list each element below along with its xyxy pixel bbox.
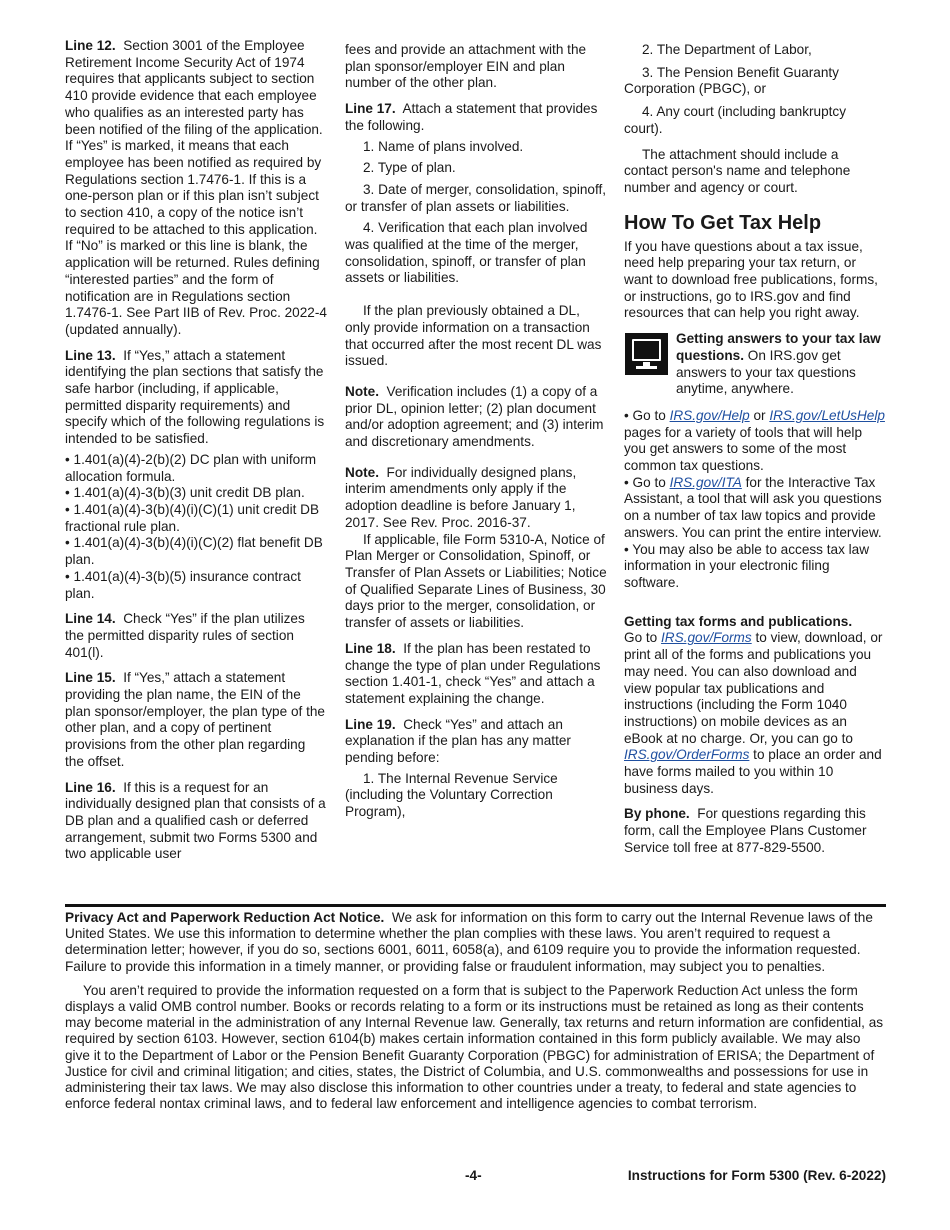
tax-forms-paragraph — [624, 614, 886, 798]
form-5310a-paragraph: If applicable, file Form 5310-A, Notice of Plan Merger or Consolidation, Spinoff, or Transfer of Plan Assets or Liabilities; Notice of Qualified Separate Lines of Business, 30 days prior to the merger, consolidation, or transfer of assets or liabilities. — [345, 531, 607, 631]
tax-forms-head: Getting tax forms and publications. — [624, 613, 853, 629]
bullet-text: • Go to — [624, 407, 666, 423]
note-verification — [345, 384, 607, 451]
list-item: 3. The Pension Benefit Guaranty Corporation (PBGC), or — [624, 64, 839, 97]
help-bullet-1 — [624, 408, 886, 475]
irs-forms-link[interactable]: IRS.gov/Forms — [661, 630, 752, 646]
list-item: • 1.401(a)(4)-3(b)(4)(i)(C)(1) unit credit DB fractional rule plan. — [65, 501, 320, 534]
irs-help-link[interactable]: IRS.gov/Help — [669, 407, 750, 423]
line-12-text: Section 3001 of the Employee Retirement Income Security Act of 1974 requires that applicants subject to section 410 provide evidence that each employee who qualifies as an interested party has been notified of the filing of the application. If “Yes” is marked, it means that each employee has been notified as required by Regulations section 1.7476-1. If this is a one-person plan or if this plan isn’t subject to section 410, a copy of the notice isn’t required to be attached to this application. If “No” is marked or this line is blank, the application will be returned. Rules defining “interested parties” and the form of notification are in Regulations section 1.7476-1. See Part IIB of Rev. Proc. 2022-4 (updated annually). — [65, 38, 327, 337]
line-14-head: Line 14. — [65, 611, 116, 627]
privacy-text-1: We ask for information on this form to carry out the Internal Revenue laws of the United States. We use this information to determine whether the plan complies with these laws. You aren’t required to request a determination letter; however, if you do so, sections 6001, 6011, 6058(a), and 6109 require you to provide the information requested. Failure to provide this information in a timely manner, or providing false or fraudulent information, may subject you to penalties. — [65, 910, 873, 974]
list-item: • 1.401(a)(4)-3(b)(5) insurance contract plan. — [65, 568, 301, 601]
bullet-text: for the Interactive Tax Assistant, a tool that will ask you questions on a number of tax law topics and provide answers. You can print the entire interview. — [624, 474, 882, 540]
privacy-paragraph-1 — [65, 910, 886, 975]
line-19 — [345, 717, 607, 767]
line-14-text: Check “Yes” if the plan utilizes the permitted disparity rules of section 401(l). — [65, 611, 305, 660]
tax-questions-callout — [624, 331, 886, 398]
line-15-head: Line 15. — [65, 670, 116, 686]
irs-ita-link[interactable]: IRS.gov/ITA — [669, 474, 742, 490]
line-18-head: Line 18. — [345, 640, 396, 656]
line-18 — [345, 641, 607, 708]
list-item: 3. Date of merger, consolidation, spinoff, or transfer of plan assets or liabilities. — [345, 181, 607, 214]
tax-questions-text: On IRS.gov get answers to your tax questions anytime, anywhere. — [676, 347, 856, 397]
by-phone-paragraph — [624, 806, 886, 856]
line-19-head: Line 19. — [345, 716, 396, 732]
line-15-text: If “Yes,” attach a statement providing the plan name, the EIN of the plan sponsor/employer, the plan type of the other plan, and a copy of pertinent provisions from the other plan regarding the offset. — [65, 670, 325, 769]
forms-text: to view, download, or print all of the forms and publications you may need. You can also download and view popular tax publications and instructions (including the Form 1040 instructions) on mobile devices as an eBook at no charge. Or, you can go to — [624, 630, 883, 746]
list-item: 2. The Department of Labor, — [642, 42, 812, 57]
bullet-text: or — [753, 407, 766, 423]
irs-letushelp-link[interactable]: IRS.gov/LetUsHelp — [769, 407, 885, 423]
footer-form-title: Instructions for Form 5300 (Rev. 6-2022) — [627, 1168, 886, 1183]
line-13-text: If “Yes,” attach a statement identifying the plan sections that satisfy the safe harbor (including, if applicable, permitted disparity requirements) and specify which of the following regulations is intended to be satisfied. — [65, 347, 325, 447]
forms-text: Go to — [624, 630, 658, 646]
line-16 — [65, 780, 327, 864]
line-13 — [65, 348, 327, 448]
privacy-paragraph-2: You aren’t required to provide the information requested on a form that is subject to the Paperwork Reduction Act unless the form displays a valid OMB control number. Books or records relating to a form or its instructions must be retained as long as their contents may become material in the administration of any Internal Revenue law. Generally, tax returns and return information are confidential, as required by section 6103. However, section 6104(b) makes certain information contained in this form publicly available. We may also give it to the Department of Labor or the Pension Benefit Guaranty Corporation (PBGC) for administration of ERISA; the Department of Justice for civil and criminal litigation; and cities, states, the District of Columbia, and U.S. commonwealths and possessions for use in administering their tax laws. We may also disclose this information to other countries under a treaty, to federal and state agencies to enforce federal nontax criminal laws, and to federal law enforcement and intelligence agencies to combat terrorism. — [65, 982, 884, 1112]
line-12 — [65, 38, 327, 339]
section-divider — [65, 904, 886, 907]
line-18-text: If the plan has been restated to change the type of plan under Regulations section 1.401-1, check “Yes” and attach a statement explaining the change. — [345, 640, 601, 706]
list-item: • 1.401(a)(4)-2(b)(2) DC plan with uniform allocation formula. — [65, 451, 317, 484]
how-to-get-tax-help-heading: How To Get Tax Help — [624, 211, 822, 234]
list-item: 4. Any court (including bankruptcy court). — [624, 104, 847, 136]
note-1-head: Note. — [345, 383, 379, 399]
dl-paragraph: If the plan previously obtained a DL, only provide information on a transaction that occurred after the most recent DL was issued. — [345, 303, 602, 369]
help-bullet-2 — [624, 475, 886, 542]
computer-monitor-icon — [624, 332, 669, 376]
list-item: • 1.401(a)(4)-3(b)(4)(i)(C)(2) flat benefit DB plan. — [65, 535, 323, 568]
line-14 — [65, 611, 327, 661]
line-13-bullets — [65, 452, 327, 602]
privacy-notice — [65, 910, 886, 1120]
list-item: 4. Verification that each plan involved was qualified at the time of the merger, consolidation, spinoff, or transfer of plan assets or liabilities. — [345, 220, 588, 286]
list-item: 1. The Internal Revenue Service (including the Voluntary Correction Program), — [345, 770, 558, 820]
line-17 — [345, 101, 607, 134]
note-2-text: For individually designed plans, interim amendments only apply if the adoption deadline is before January 1, 2017. See Rev. Proc. 2016-37. — [345, 464, 577, 530]
line-16-text: If this is a request for an individually designed plan that consists of a DB plan and a qualified cash or deferred arrangement, submit two Forms 5300 and two applicable user — [65, 779, 326, 862]
line-16-head: Line 16. — [65, 779, 116, 795]
note-2-head: Note. — [345, 464, 379, 480]
forms-text: to place an order and have forms mailed to you within 10 business days. — [624, 747, 882, 796]
help-bullet-3: • You may also be able to access tax law information in your electronic filing software. — [624, 541, 870, 590]
list-item: 1. Name of plans involved. — [363, 138, 524, 154]
line-16-continued: fees and provide an attachment with the plan sponsor/employer EIN and plan number of the other plan. — [345, 42, 587, 91]
line-12-head: Line 12. — [65, 38, 116, 53]
list-item: • 1.401(a)(4)-3(b)(3) unit credit DB plan. — [65, 485, 305, 501]
irs-orderforms-link[interactable]: IRS.gov/OrderForms — [624, 747, 750, 763]
tax-help-intro: If you have questions about a tax issue, need help preparing your tax return, or want to download free publications, forms, or instructions, go to IRS.gov and find resources that can help you right away. — [624, 238, 878, 321]
line-13-head: Line 13. — [65, 347, 116, 363]
by-phone-head: By phone. — [624, 806, 690, 822]
line-19-text: Check “Yes” and attach an explanation if the plan has any matter pending before: — [345, 716, 571, 766]
attachment-paragraph: The attachment should include a contact person's name and telephone number and agency or court. — [624, 146, 851, 195]
note-interim — [345, 465, 607, 532]
privacy-head: Privacy Act and Paperwork Reduction Act Notice. — [65, 910, 385, 925]
line-17-head: Line 17. — [345, 101, 396, 117]
line-17-text: Attach a statement that provides the following. — [345, 101, 598, 133]
bullet-text: pages for a variety of tools that will help you get answers to some of the most common tax questions. — [624, 424, 863, 474]
column-3 — [624, 42, 886, 866]
tax-questions-head: Getting answers to your tax law questions. — [676, 331, 881, 363]
note-1-text: Verification includes (1) a copy of a prior DL, opinion letter; (2) plan document and/or adoption agreement; and (3) interim and discretionary amendments. — [345, 383, 604, 450]
page-number: -4- — [465, 1168, 482, 1183]
line-15 — [65, 670, 327, 770]
bullet-text: • Go to — [624, 474, 666, 490]
column-1 — [65, 38, 327, 872]
column-2 — [345, 42, 607, 826]
by-phone-text: For questions regarding this form, call the Employee Plans Customer Service toll free at 877-829-5500. — [624, 806, 867, 855]
list-item: 2. Type of plan. — [363, 160, 456, 176]
